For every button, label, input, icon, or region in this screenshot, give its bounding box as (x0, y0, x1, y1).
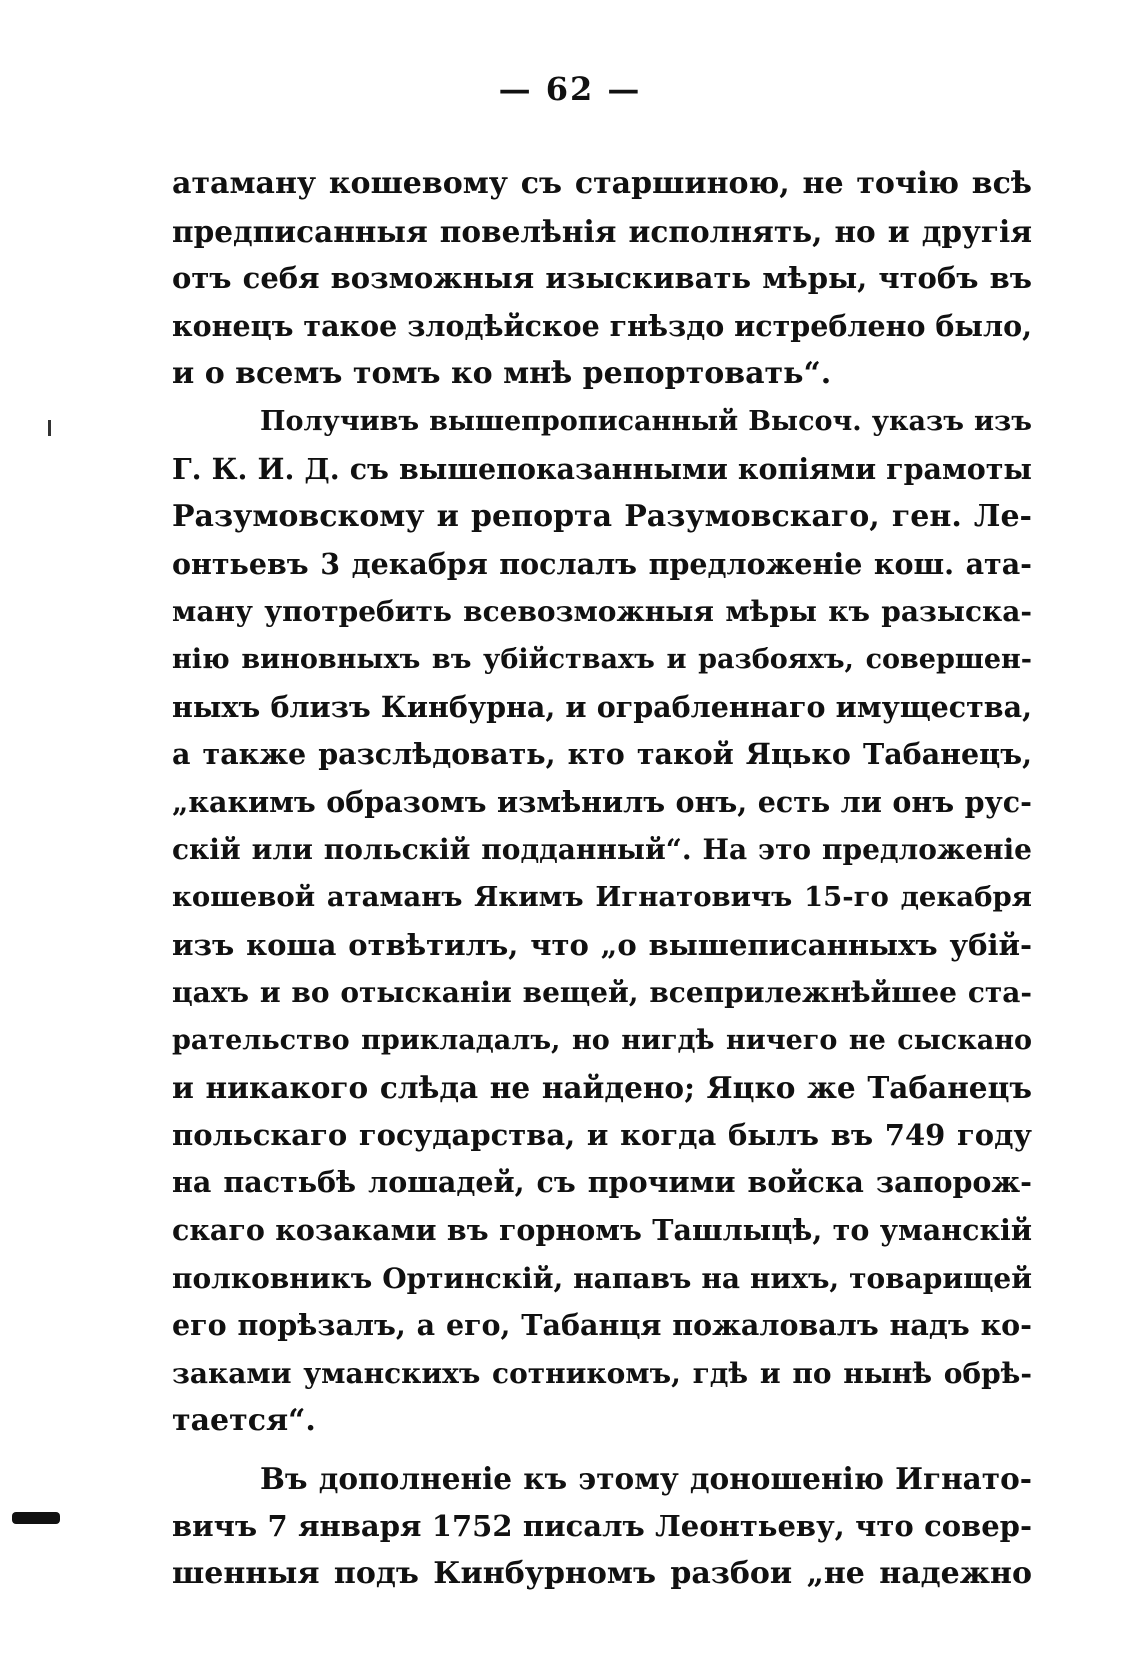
margin-ink-mark (12, 1512, 60, 1524)
text-line: „какимъ образомъ измѣнилъ онъ, есть ли онъ рус- (172, 784, 1032, 819)
text-line: на пастьбѣ лошадей, съ прочими войска запорож- (172, 1165, 1032, 1200)
text-line: его порѣзалъ, а его, Табанця пожаловалъ надъ ко- (172, 1308, 1032, 1343)
text-line: Г. К. И. Д. съ вышепоказанными копіями грамоты (172, 451, 1032, 486)
body-text (172, 160, 1032, 1598)
paragraph-2 (172, 398, 1032, 1445)
text-line: а также разслѣдовать, кто такой Яцько Табанецъ, (172, 737, 1032, 772)
text-line: полковникъ Ортинскій, напавъ на нихъ, товарищей (172, 1261, 1032, 1295)
paragraph-gap (172, 1445, 1032, 1455)
text-line: и о всемъ томъ ко мнѣ репортовать“. (172, 356, 832, 392)
page-number: — 62 — (498, 70, 642, 108)
text-line: цахъ и во отысканіи вещей, всеприлежнѣйшее ста- (172, 976, 1032, 1010)
text-line: кошевой атаманъ Якимъ Игнатовичъ 15-го декабря (172, 880, 1032, 913)
text-line: ныхъ близъ Кинбурна, и ограбленнаго имущества, (172, 689, 1032, 724)
text-line: отъ себя возможныя изыскивать мѣры, чтобъ въ (172, 261, 1032, 296)
text-line: конецъ такое злодѣйское гнѣздо истреблено было, (172, 308, 1032, 343)
text-line: атаману кошевому съ старшиною, не точію всѣ (172, 166, 1032, 201)
text-line: скій или польскій подданный“. На это предложеніе (172, 833, 1032, 867)
text-line: заками уманскихъ сотникомъ, гдѣ и по нынѣ обрѣ- (172, 1356, 1032, 1390)
text-line: шенныя подъ Кинбурномъ разбои „не надежно (172, 1556, 1032, 1592)
text-line: онтьевъ 3 декабря послалъ предложеніе кош. ата- (172, 546, 1032, 581)
text-line: скаго козаками въ горномъ Ташлыцѣ, то уманскій (172, 1213, 1032, 1248)
text-line: Получивъ вышепрописанный Высоч. указъ изъ (260, 405, 1032, 437)
text-line: рательство прикладалъ, но нигдѣ ничего не сыскано (172, 1024, 1032, 1056)
text-line: изъ коша отвѣтилъ, что „о вышеписанныхъ убій- (172, 927, 1032, 962)
text-line: вичъ 7 января 1752 писалъ Леонтьеву, что совер- (172, 1508, 1032, 1543)
text-line: Въ дополненіе къ этому доношенію Игнато- (260, 1461, 1032, 1497)
text-line: тается“. (172, 1403, 316, 1439)
text-line: польскаго государства, и когда былъ въ 749 году (172, 1117, 1032, 1152)
margin-tick-mark (48, 420, 51, 436)
text-line: и никакого слѣда не найдено; Яцко же Табанецъ (172, 1070, 1032, 1106)
text-line: предписанныя повелѣнія исполнять, но и другія (172, 213, 1032, 249)
paragraph-3 (172, 1455, 1032, 1598)
text-line: ману употребить всевозможныя мѣры къ разыска- (172, 595, 1032, 629)
text-line: Разумовскому и репорта Разумовскаго, ген. Ле- (172, 499, 1032, 535)
paragraph-1 (172, 160, 1032, 398)
text-line: нію виновныхъ въ убійствахъ и разбояхъ, совершен- (172, 643, 1032, 675)
